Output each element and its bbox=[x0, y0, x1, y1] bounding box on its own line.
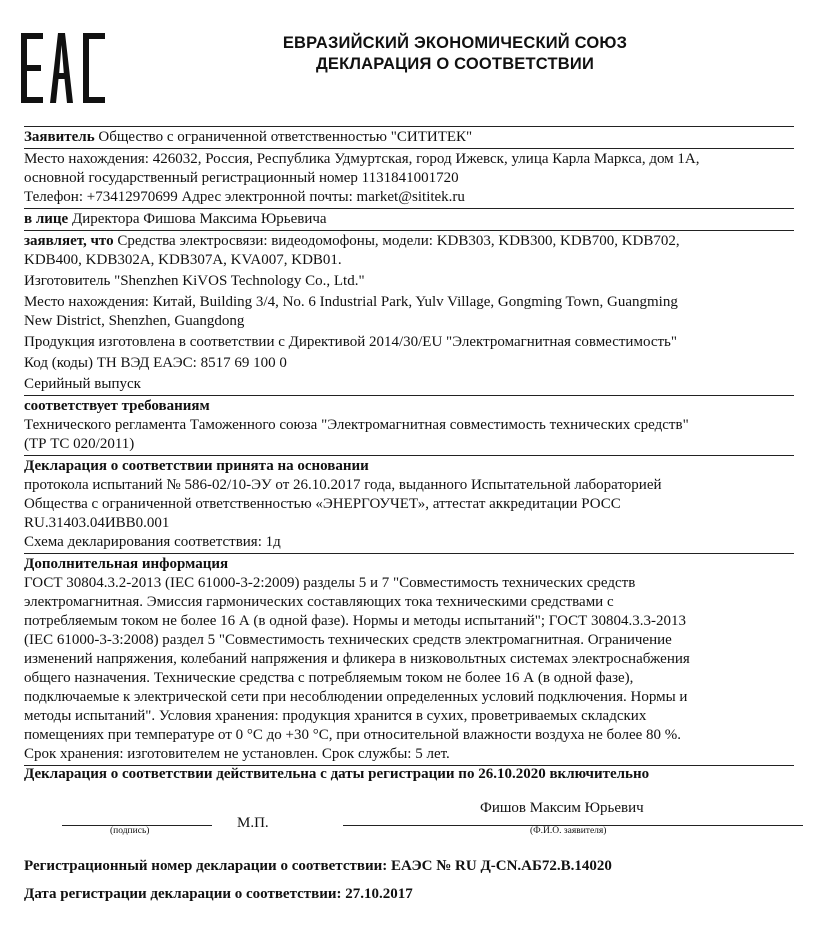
production-type: Серийный выпуск bbox=[24, 376, 141, 392]
signer-name: Фишов Максим Юрьевич bbox=[480, 800, 644, 816]
represented-by-section bbox=[24, 208, 794, 230]
registration-number: Регистрационный номер декларации о соответствии: ЕАЭС № RU Д-CN.АБ72.В.14020 bbox=[24, 858, 612, 874]
hs-code: Код (коды) ТН ВЭД ЕАЭС: 8517 69 100 0 bbox=[24, 355, 287, 371]
regulation-line1: Технического регламента Таможенного союза "Электромагнитная совместимость технических средств" bbox=[24, 417, 689, 433]
validity-statement: Декларация о соответствии действительна с даты регистрации по 26.10.2020 включительно bbox=[24, 766, 650, 782]
document-header bbox=[195, 33, 715, 75]
signature-block bbox=[0, 798, 819, 840]
product-line2: KDB400, KDB302A, KDB307A, KVA007, KDB01. bbox=[24, 252, 342, 268]
applicant-section bbox=[24, 126, 794, 148]
regulation-line2: (ТР ТС 020/2011) bbox=[24, 436, 135, 452]
additional-info-line: изменений напряжения, колебаний напряжения и фликера в низковольтных системах электроснабжения bbox=[24, 651, 690, 667]
basis-line1: протокола испытаний № 586-02/10-ЭУ от 26.10.2017 года, выданного Испытательной лабораторией bbox=[24, 477, 662, 493]
complies-section bbox=[24, 395, 794, 455]
eac-logo bbox=[21, 33, 105, 103]
basis-line3: RU.31403.04ИВВ0.001 bbox=[24, 515, 170, 531]
applicant-address-section bbox=[24, 148, 794, 208]
additional-info-label: Дополнительная информация bbox=[24, 556, 229, 572]
union-title: ЕВРАЗИЙСКИЙ ЭКОНОМИЧЕСКИЙ СОЮЗ bbox=[282, 34, 628, 52]
applicant-label: Заявитель bbox=[24, 129, 95, 145]
represented-by-value: Директора Фишова Максима Юрьевича bbox=[71, 211, 327, 227]
directive: Продукция изготовлена в соответствии с Директивой 2014/30/EU "Электромагнитная совместимость" bbox=[24, 334, 677, 350]
additional-info-line: методы испытаний". Условия хранения: продукция хранится в сухих, проветриваемых складских bbox=[24, 708, 647, 724]
manufacturer-address-line1: Место нахождения: Китай, Building 3/4, No. 6 Industrial Park, Yulv Village, Gongming Town, Guangming bbox=[24, 294, 678, 310]
declaration-title: ДЕКЛАРАЦИЯ О СООТВЕТСТВИИ bbox=[315, 55, 595, 73]
registration-date: Дата регистрации декларации о соответствии: 27.10.2017 bbox=[24, 886, 413, 902]
additional-info-line: общего назначения. Технические средства с потребляемым током не более 16 А (в одной фазе), bbox=[24, 670, 634, 686]
applicant-address-line1: Место нахождения: 426032, Россия, Республика Удмуртская, город Ижевск, улица Карла Маркса, дом 1А, bbox=[24, 151, 700, 167]
name-caption: (Ф.И.О. заявителя) bbox=[530, 826, 607, 836]
declaration-body bbox=[24, 126, 794, 766]
applicant-name: Общество с ограниченной ответственностью "СИТИТЕК" bbox=[98, 129, 473, 145]
declares-section bbox=[24, 230, 794, 395]
basis-line2: Общества с ограниченной ответственностью «ЭНЕРГОУЧЕТ», аттестат аккредитации РОСС bbox=[24, 496, 621, 512]
additional-info-line: ГОСТ 30804.3.2-2013 (IEC 61000-3-2:2009) разделы 5 и 7 "Совместимость технических средств bbox=[24, 575, 636, 591]
represented-by-label: в лице bbox=[24, 211, 69, 227]
product-line1: Средства электросвязи: видеодомофоны, модели: KDB303, KDB300, KDB700, KDB702, bbox=[117, 233, 680, 249]
additional-info-line: (IEC 61000-3-3:2008) раздел 5 "Совместимость технических средств электромагнитная. Ограничение bbox=[24, 632, 672, 648]
additional-info-line: подключаемые к электрической сети при несоблюдении определенных условий подключения. Нормы и bbox=[24, 689, 688, 705]
declaration-scheme: Схема декларирования соответствия: 1д bbox=[24, 534, 281, 550]
additional-info-line: потребляемым током не более 16 А (в одной фазе). Нормы и методы испытаний"; ГОСТ 30804.3.3-2013 bbox=[24, 613, 686, 629]
basis-label: Декларация о соответствии принята на основании bbox=[24, 458, 369, 474]
applicant-contacts: Телефон: +73412970699 Адрес электронной почты: market@sititek.ru bbox=[24, 189, 465, 205]
additional-info-section bbox=[24, 553, 794, 766]
signature-caption: (подпись) bbox=[110, 826, 150, 836]
applicant-address-line2: основной государственный регистрационный номер 1131841001720 bbox=[24, 170, 459, 186]
additional-info-line: Срок хранения: изготовителем не установлен. Срок службы: 5 лет. bbox=[24, 746, 450, 762]
basis-section bbox=[24, 455, 794, 553]
additional-info-line: помещениях при температуре от 0 °С до +30 °С, при относительной влажности воздуха не более 80 %. bbox=[24, 727, 682, 743]
stamp-label: М.П. bbox=[237, 815, 269, 831]
manufacturer-address-line2: New District, Shenzhen, Guangdong bbox=[24, 313, 245, 329]
complies-label: соответствует требованиям bbox=[24, 398, 210, 414]
manufacturer: Изготовитель "Shenzhen KiVOS Technology Co., Ltd." bbox=[24, 273, 365, 289]
additional-info-line: электромагнитная. Эмиссия гармонических составляющих тока техническими средствами с bbox=[24, 594, 614, 610]
declares-label: заявляет, что bbox=[24, 233, 114, 249]
